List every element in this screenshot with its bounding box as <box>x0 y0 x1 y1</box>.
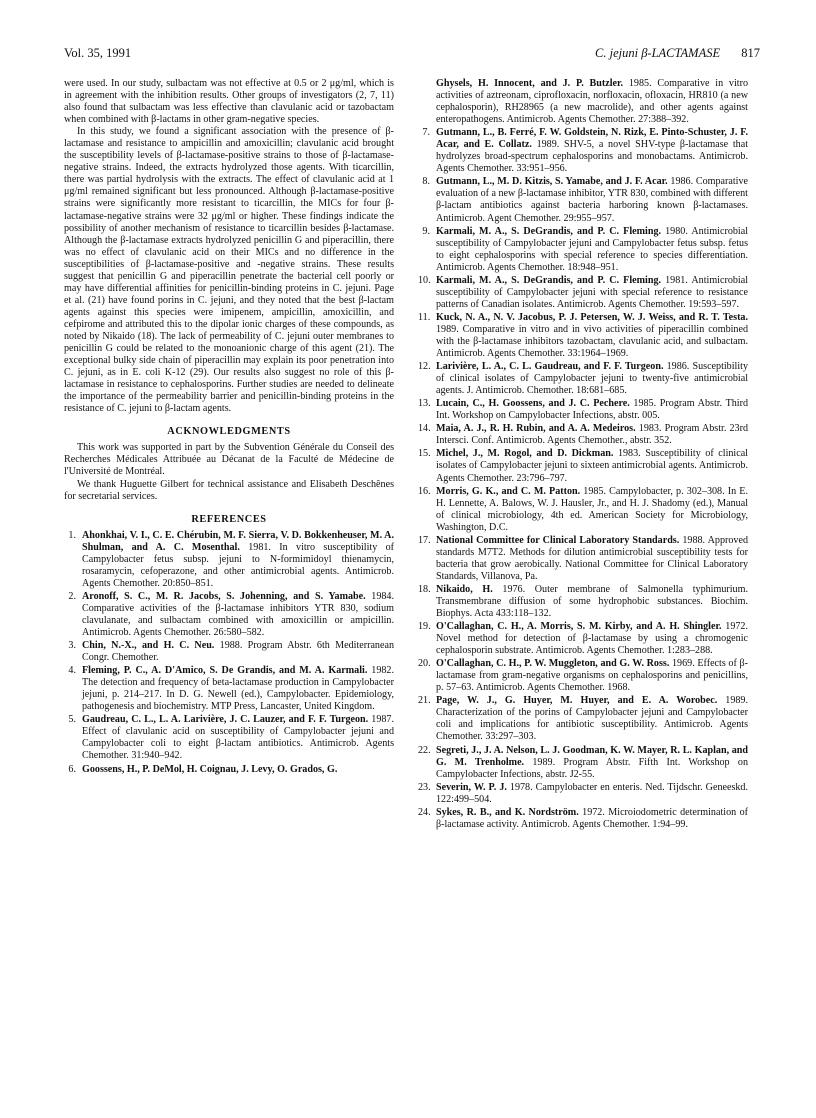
reference-text: 1985. Campylobacter, p. 302–308. In E. H. Lennette, A. Balows, W. J. Hausler, Jr., and H. J. Shadomy (ed.), Manual of clinical microbiology, 4th ed. American Society for Microbiology, Washington, D.C. <box>436 485 748 533</box>
reference-entry <box>418 423 748 447</box>
reference-text: 1983. Program Abstr. 23rd Intersci. Conf. Antimicrob. Agents Chemother., abstr. 352. <box>436 423 748 447</box>
reference-entry <box>418 127 748 175</box>
reference-entry <box>418 486 748 534</box>
reference-text: 1989. Program Abstr. Fifth Int. Workshop on Campylobacter Infections, abstr. J2-55. <box>436 756 748 780</box>
reference-number: 4. <box>68 665 76 677</box>
reference-entry <box>418 695 748 743</box>
reference-text: 1986. Susceptibility of clinical isolates of Campylobacter jejuni to twenty-five antimicrobial agents. J. Antimicrob. Chemother. 18:681–685. <box>436 361 748 397</box>
reference-authors: Gutmann, L., B. Ferré, F. W. Goldstein, N. Rizk, E. Pinto-Schuster, J. F. Acar, and E. Collatz. <box>436 127 748 151</box>
reference-authors: O'Callaghan, C. H., A. Morris, S. M. Kirby, and A. H. Shingler. <box>436 621 722 633</box>
reference-entry <box>418 448 748 484</box>
reference-authors: Maia, A. J., R. H. Rubin, and A. A. Medeiros. <box>436 423 636 435</box>
reference-entry <box>64 591 394 639</box>
reference-authors: Morris, G. K., and C. M. Patton. <box>436 485 581 497</box>
reference-text: 1982. The detection and frequency of beta-lactamase production in Campylobacter jejuni, p. 214–217. In D. G. Newell (ed.), Campylobacter. Epidemiology, pathogenesis and biochemistry. MTP Press, Lancaster, United Kingdom. <box>82 665 394 713</box>
reference-authors: Chin, N.-X., and H. C. Neu. <box>82 640 215 652</box>
reference-authors: Michel, J., M. Rogol, and D. Dickman. <box>436 448 614 460</box>
reference-number: 6. <box>68 763 76 775</box>
reference-entry <box>64 530 394 590</box>
reference-entry <box>418 176 748 224</box>
acknowledgment-thanks: We thank Huguette Gilbert for technical assistance and Elisabeth Deschênes for secretarial services. <box>64 478 394 502</box>
reference-authors: National Committee for Clinical Laboratory Standards. <box>436 534 680 546</box>
reference-authors: Ghysels, H. Innocent, and J. P. Butzler. <box>436 78 624 89</box>
page-number: 817 <box>741 46 760 60</box>
reference-text: 1989. SHV-5, a novel SHV-type β-lactamase that hydrolyzes broad-spectrum cephalosporins and monobactams. Antimicrob. Agents Chemother. 33:951–956. <box>436 139 748 175</box>
reference-entry <box>418 535 748 583</box>
right-column <box>418 78 748 832</box>
reference-number: 23. <box>418 781 431 793</box>
reference-text: 1985. Program Abstr. Third Int. Workshop on Campylobacter Infections, abstr. 005. <box>436 398 748 422</box>
reference-text: 1983. Susceptibility of clinical isolates of Campylobacter jejuni to sixteen antimicrobial agents. Antimicrob. Agents Chemother. 23:796–797. <box>436 448 748 484</box>
reference-number: 11. <box>418 311 431 323</box>
reference-number: 19. <box>418 621 431 633</box>
reference-text: 1987. Effect of clavulanic acid on susceptibility of Campylobacter jejuni and Campylobacter coli to eight β-lactam antibiotics. Antimicrob. Agents Chemother. 31:940–942. <box>82 714 395 762</box>
reference-text: 1989. Characterization of the porins of Campylobacter jejuni and Campylobacter coli and implications for antibiotic susceptibility. Antimicrob. Agents Chemother. 33:297–303. <box>436 695 748 743</box>
reference-number: 8. <box>422 176 430 188</box>
discussion-paragraph-1: were used. In our study, sulbactam was not effective at 0.5 or 2 μg/ml, which is in agreement with the inhibition results. Other groups of investigators (2, 7, 11) also found that sulbactam was less effective than clavulanic acid or tazobactam when combined with β-lactams in other gram-negative species. <box>64 78 394 126</box>
reference-number: 21. <box>418 695 431 707</box>
reference-entry <box>418 398 748 422</box>
reference-number: 12. <box>418 361 431 373</box>
acknowledgment-funding: This work was supported in part by the Subvention Générale du Conseil des Recherches Médicales Attribuée au Décanat de la Faculté de Médecine de l'Université de Montréal. <box>64 442 394 478</box>
reference-number: 1. <box>68 529 76 541</box>
reference-text: 1972. Novel method for detection of β-lactamase by using a chromogenic cephalosporin substrate. Antimicrob. Agents Chemother. 1:283–288. <box>436 621 749 657</box>
reference-number: 7. <box>422 127 430 139</box>
reference-text: 1989. Comparative in vitro and in vivo activities of piperacillin combined with the β-lactamase inhibitors tazobactam, clavulanic acid, and sulbactam. Antimicrob. Agents Chemother. 33:1964–1969. <box>436 323 748 360</box>
reference-text: 1980. Antimicrobial susceptibility of Campylobacter jejuni and Campylobacter fetus subsp. fetus to eight cephalosporins with special reference to species differentiation. Antimicrob. Agents Chemother. 18:948–951. <box>436 225 749 273</box>
reference-text: 1985. Comparative in vitro activities of aztreonam, ciprofloxacin, norfloxacin, ofloxacin, HR810 (a new cephalosporin), RH28965 (a new macrolide), and other agents against enteropathogens. Antimicrob. Agents Chemother. 27:388–392. <box>436 78 748 126</box>
references-heading: REFERENCES <box>191 513 267 525</box>
reference-entry <box>64 665 394 713</box>
reference-number: 10. <box>418 274 431 286</box>
reference-authors: Severin, W. P. J. <box>436 781 507 793</box>
reference-entry <box>418 584 748 620</box>
reference-authors: O'Callaghan, C. H., P. W. Muggleton, and G. W. Ross. <box>436 658 670 670</box>
reference-number: 9. <box>422 225 430 237</box>
running-header <box>64 46 760 62</box>
reference-number: 15. <box>418 448 431 460</box>
reference-text: 1984. Comparative activities of the β-lactamase inhibitors YTR 830, sodium clavulanate, and sulbactam combined with amoxicillin or ampicillin. Antimicrob. Agents Chemother. 26:580–582. <box>82 590 395 639</box>
reference-authors: Ahonkhai, V. I., C. E. Chérubin, M. F. Sierra, V. D. Bokkenheuser, M. A. Shulman, and A. C. Mosenthal. <box>82 529 394 553</box>
reference-entry <box>64 640 394 664</box>
reference-entry <box>418 275 748 311</box>
reference-number: 2. <box>68 590 76 602</box>
volume-label: Vol. 35, 1991 <box>64 46 132 60</box>
reference-text: 1981. In vitro susceptibility of Campylobacter fetus subsp. jejuni to N-formimidoyl thienamycin, rosaramycin, cefoperazone, and other antimicrobial agents. Antimicrob. Agents Chemother. 20:850–851. <box>82 541 395 589</box>
reference-authors: Fleming, P. C., A. D'Amico, S. De Grandis, and M. A. Karmali. <box>82 665 368 677</box>
reference-list-left <box>64 530 394 776</box>
reference-number: 18. <box>418 583 431 595</box>
reference-number: 16. <box>418 485 431 497</box>
reference-entry <box>418 745 748 781</box>
journal-short-title: C. jejuni β-LACTAMASE <box>595 46 721 60</box>
reference-number: 13. <box>418 398 431 410</box>
reference-number: 3. <box>68 640 76 652</box>
reference-number: 20. <box>418 658 431 670</box>
left-column <box>64 78 394 777</box>
reference-authors: Larivière, L. A., C. L. Gaudreau, and F. F. Turgeon. <box>436 361 664 373</box>
reference-authors: Sykes, R. B., and K. Nordström. <box>436 806 579 818</box>
reference-authors: Karmali, M. A., S. DeGrandis, and P. C. Fleming. <box>436 225 662 237</box>
reference-entry <box>418 621 748 657</box>
reference-authors: Page, W. J., G. Huyer, M. Huyer, and E. A. Worobec. <box>436 695 718 707</box>
reference-number: 17. <box>418 534 431 546</box>
reference-text: 1969. Effects of β-lactamase from gram-negative organisms on cephalosporins and penicillins, p. 57–63. Antimicrob. Agents Chemother. 1968. <box>436 658 748 694</box>
reference-list-right <box>418 78 748 831</box>
reference-text: 1981. Antimicrobial susceptibility of Campylobacter jejuni with special reference to resistance patterns of Canadian isolates. Antimicrob. Agents Chemother. 19:593–597. <box>436 274 749 310</box>
reference-authors: Gaudreau, C. L., L. A. Larivière, J. C. Lauzer, and F. F. Turgeon. <box>82 714 369 726</box>
reference-text: 1988. Approved standards M7T2. Methods for dilution antimicrobial susceptibility tests for bacteria that grow aerobically. National Committee for Clinical Laboratory Standards, Villanova, Pa. <box>436 534 748 582</box>
reference-authors: Lucain, C., H. Goossens, and J. C. Pechere. <box>436 398 630 410</box>
reference-text: 1978. Campylobacter en enteris. Ned. Tijdschr. Geneeskd. 122:499–504. <box>436 781 748 805</box>
reference-entry <box>418 226 748 274</box>
reference-authors: Gutmann, L., M. D. Kitzis, S. Yamabe, and J. F. Acar. <box>436 176 668 188</box>
reference-entry <box>64 764 394 776</box>
reference-authors: Nikaido, H. <box>436 583 493 595</box>
reference-authors: Karmali, M. A., S. DeGrandis, and P. C. Fleming. <box>436 274 662 286</box>
reference-authors: Kuck, N. A., N. V. Jacobus, P. J. Petersen, W. J. Weiss, and R. T. Testa. <box>436 311 748 323</box>
reference-entry <box>418 782 748 806</box>
reference-number: 14. <box>418 423 431 435</box>
reference-authors: Goossens, H., P. DeMol, H. Coignau, J. Levy, O. Grados, G. <box>82 763 338 775</box>
reference-text: 1986. Comparative evaluation of a new β-lactamase inhibitor, YTR 830, combined with different β-lactam antibiotics against bacteria harboring known β-lactamases. Antimicrob. Agent Chemother. 29:955–957. <box>436 176 748 224</box>
reference-entry <box>418 807 748 831</box>
reference-number: 24. <box>418 806 431 818</box>
reference-authors: Segreti, J., J. A. Nelson, L. J. Goodman, K. W. Mayer, R. L. Kaplan, and G. M. Trenholme. <box>436 744 748 768</box>
reference-entry <box>418 361 748 397</box>
discussion-paragraph-2: In this study, we found a significant association with the presence of β-lactamase and resistance to ampicillin and amoxicillin; clavulanic acid brought the susceptibility levels of β-lactamase-positive strains to those of β-lactamase-negative strains. Indeed, the extracts hydrolyzed those agents. With ticarcillin, there was partial hydrolysis with the extracts. The effect of clavulanic acid at 1 μg/ml remained significant but less pronounced. Although β-lactamase-positive strains were significantly more resistant to ticarcillin, the MICs for four β-lactamase-negative strains were 32 μg/ml or higher. These findings indicate the possibility of another mechanism of resistance to ticarcillin besides β-lactamase. Although the β-lactamase extracts hydrolyzed penicillin G and piperacillin, there was no effect of clavulanic acid on their MICs and no difference in the susceptibilities of β-lactamase-positive and -negative strains. These results suggest that penicillin G and piperacillin penetrate the bacterial cell poorly or may have differential affinities for penicillin-binding proteins in C. jejuni. Page et al. (21) have found porins in C. jejuni, and they noted that the best β-lactam agents against this species were imipenem, ampicillin, amoxicillin, and cefpirome and attributed this to the dipolar ionic charges of these compounds, as noted by Nikaido (18). The lack of permeability of C. jejuni outer membranes to penicillin G could be related to the monoanionic charge of this agent (21). The exceptional bulky side chain of piperacillin may explain its poor penetration into C. jejuni, as in E. coli K-12 (29). Our results also suggest no role of this β-lactamase in resistance to cephalosporins. Further studies are needed to delineate the importance of the permeability barrier and penicillin-binding proteins in the resistance of C. jejuni to β-lactam agents. <box>64 126 394 415</box>
reference-entry <box>64 714 394 762</box>
reference-authors: Aronoff, S. C., M. R. Jacobs, S. Johenning, and S. Yamabe. <box>82 590 366 602</box>
reference-text: 1988. Program Abstr. 6th Mediterranean Congr. Chemother. <box>82 640 394 664</box>
reference-number: 5. <box>68 714 76 726</box>
reference-entry <box>418 78 748 126</box>
reference-text: 1972. Microiodometric determination of β-lactamase activity. Antimicrob. Agents Chemother. 1:94–99. <box>436 806 748 830</box>
reference-text: 1976. Outer membrane of Salmonella typhimurium. Transmembrane diffusion of some hydrophobic substances. Biochim. Biophys. Acta 433:118–132. <box>436 583 748 620</box>
reference-entry <box>418 312 748 360</box>
acknowledgments-heading: ACKNOWLEDGMENTS <box>167 426 291 438</box>
reference-entry <box>418 658 748 694</box>
reference-number: 22. <box>418 744 431 756</box>
